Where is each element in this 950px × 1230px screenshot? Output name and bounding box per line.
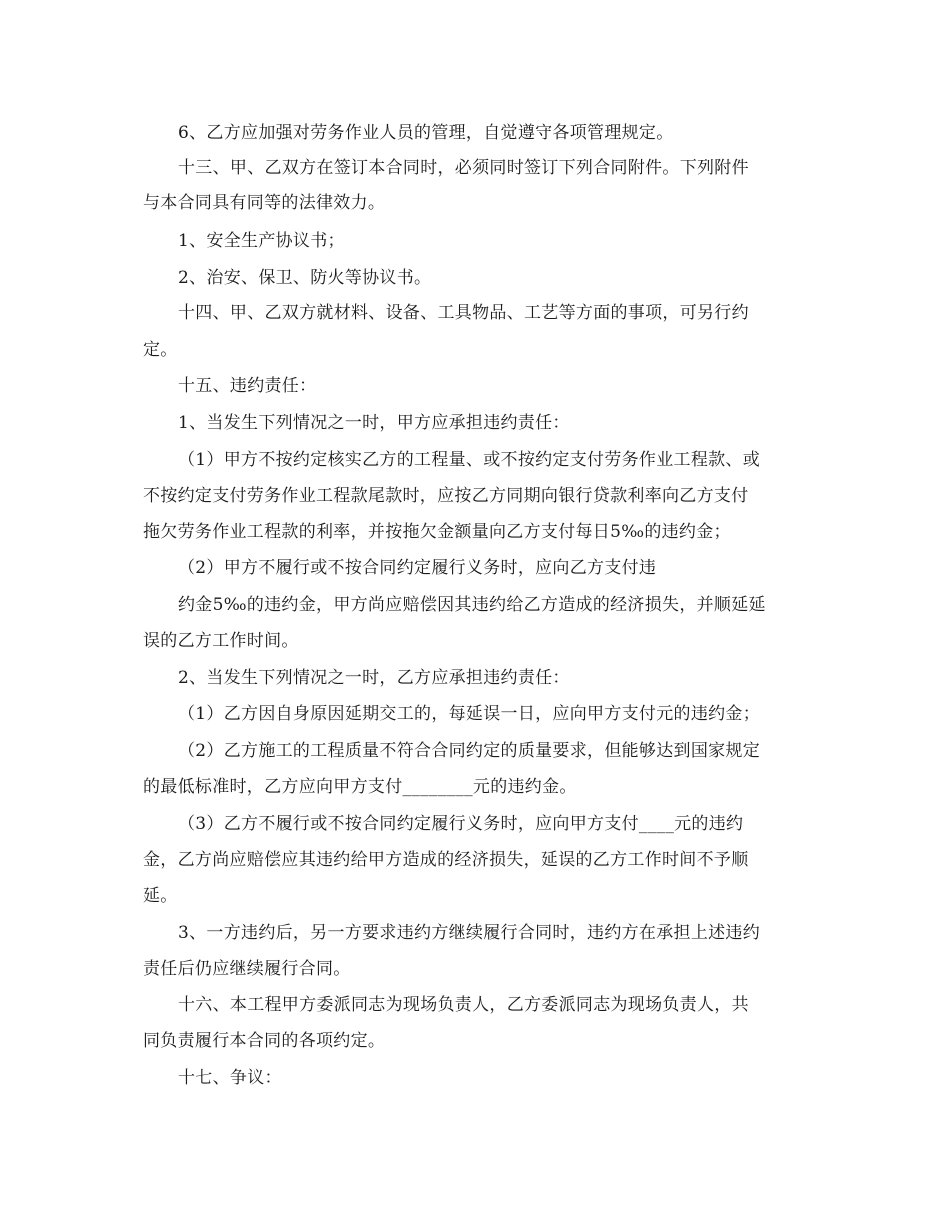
paragraph-line: 责任后仍应继续履行合同。 bbox=[143, 959, 351, 979]
paragraph-line: 十五、违约责任： bbox=[178, 376, 317, 396]
paragraph-line: （3）乙方不履行或不按合同约定履行义务时，应向甲方支付____元的违约 bbox=[178, 814, 744, 834]
paragraph-line: 延。 bbox=[143, 886, 178, 906]
paragraph-line: 十三、甲、乙双方在签订本合同时，必须同时签订下列合同附件。下列附件 bbox=[178, 158, 749, 178]
paragraph-line: （1）乙方因自身原因延期交工的，每延误一日，应向甲方支付元的违约金； bbox=[178, 704, 761, 724]
paragraph-line: 拖欠劳务作业工程款的利率，并按拖欠金额量向乙方支付每日5‰的违约金； bbox=[143, 522, 731, 542]
paragraph-line: 金，乙方尚应赔偿应其违约给甲方造成的经济损失，延误的乙方工作时间不予顺 bbox=[143, 850, 749, 870]
paragraph-line: 十四、甲、乙双方就材料、设备、工具物品、工艺等方面的事项，可另行约 bbox=[178, 303, 749, 323]
paragraph-line: 1、当发生下列情况之一时，甲方应承担违约责任： bbox=[178, 413, 570, 433]
paragraph-line: 3、一方违约后，另一方要求违约方继续履行合同时，违约方在承担上述违约 bbox=[178, 923, 761, 943]
paragraph-line: 不按约定支付劳务作业工程款尾款时，应按乙方同期向银行贷款利率向乙方支付 bbox=[143, 486, 749, 506]
paragraph-line: 2、当发生下列情况之一时，乙方应承担违约责任： bbox=[178, 668, 570, 688]
paragraph-line: 约金5‰的违约金，甲方尚应赔偿因其违约给乙方造成的经济损失，并顺延延 bbox=[178, 595, 766, 615]
paragraph-line: 6、乙方应加强对劳务作业人员的管理，自觉遵守各项管理规定。 bbox=[178, 123, 674, 143]
paragraph-line: 与本合同具有同等的法律效力。 bbox=[143, 193, 386, 213]
paragraph-line: 误的乙方工作时间。 bbox=[143, 631, 299, 651]
paragraph-line: 十七、争议： bbox=[178, 1068, 282, 1088]
paragraph-line: 同负责履行本合同的各项约定。 bbox=[143, 1031, 386, 1051]
paragraph-line: 十六、本工程甲方委派同志为现场负责人，乙方委派同志为现场负责人，共 bbox=[178, 995, 749, 1015]
paragraph-line: 1、安全生产协议书； bbox=[178, 231, 345, 251]
paragraph-line: （2）甲方不履行或不按合同约定履行义务时，应向乙方支付违 bbox=[178, 558, 657, 578]
paragraph-line: 2、治安、保卫、防火等协议书。 bbox=[178, 268, 432, 288]
paragraph-line: （1）甲方不按约定核实乙方的工程量、或不按约定支付劳务作业工程款、或 bbox=[178, 450, 761, 470]
paragraph-line: 的最低标准时，乙方应向甲方支付________元的违约金。 bbox=[143, 777, 577, 797]
paragraph-line: （2）乙方施工的工程质量不符合合同约定的质量要求，但能够达到国家规定 bbox=[178, 741, 761, 761]
paragraph-line: 定。 bbox=[143, 340, 178, 360]
